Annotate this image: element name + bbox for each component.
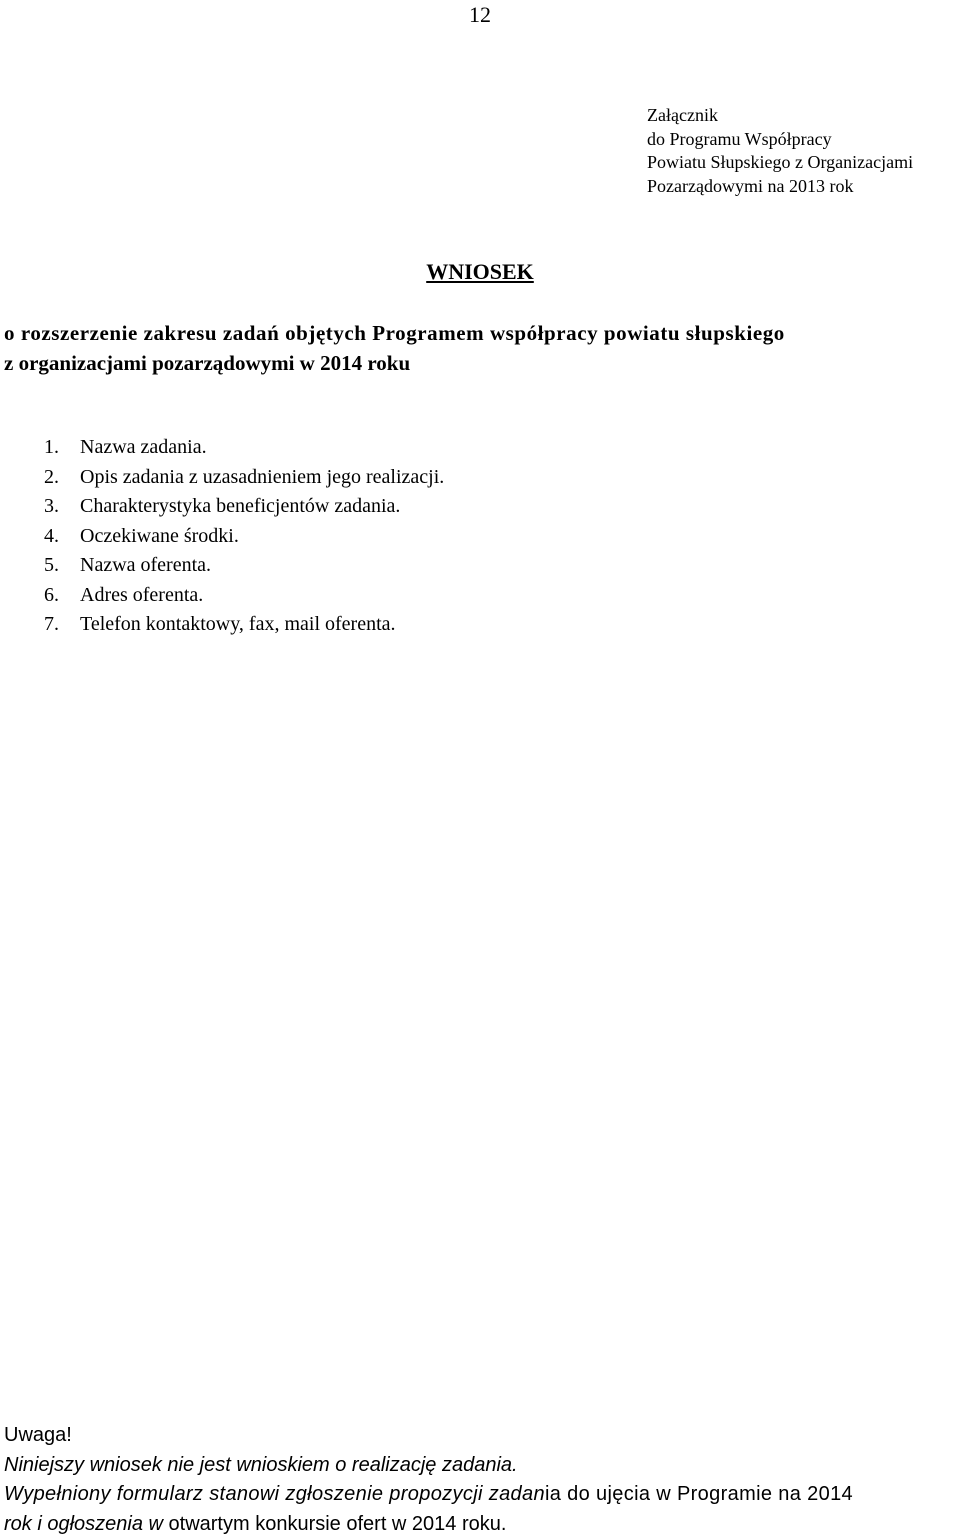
page-number: 12 xyxy=(469,2,491,27)
list-item xyxy=(44,522,444,552)
item-text: Nazwa oferenta. xyxy=(80,554,212,576)
item-text: Telefon kontaktowy, fax, mail oferenta. xyxy=(80,613,396,635)
document-subtitle xyxy=(4,318,960,378)
notice-block xyxy=(4,1421,960,1539)
list-item xyxy=(44,610,444,640)
annex-line: Załącznik xyxy=(647,105,718,125)
item-text: Oczekiwane środki. xyxy=(80,524,239,547)
notice-heading: Uwaga! xyxy=(4,1424,72,1446)
item-number: 3. xyxy=(44,495,59,517)
list-item xyxy=(44,581,444,611)
item-text: Nazwa zadania. xyxy=(80,436,207,458)
list-item xyxy=(44,492,444,522)
item-text: Charakterystyka beneficjentów zadania. xyxy=(80,495,401,517)
document-title: WNIOSEK xyxy=(426,259,534,284)
requirements-list xyxy=(44,433,444,640)
item-number: 6. xyxy=(44,583,59,606)
item-number: 4. xyxy=(44,524,59,547)
annex-line: do Programu Współpracy xyxy=(647,128,832,149)
list-item xyxy=(44,433,444,463)
notice-regular-text: ia do ujęcia w Programie na 2014 xyxy=(544,1483,854,1506)
subtitle-line: z organizacjami pozarządowymi w 2014 roku xyxy=(4,351,411,375)
item-number: 5. xyxy=(44,554,59,576)
notice-italic-text: Wypełniony formularz stanowi zgłoszenie propozycji zadan xyxy=(4,1483,545,1506)
notice-regular-text: otwartym konkursie ofert w 2014 roku. xyxy=(162,1512,507,1535)
annex-line: Pozarządowymi na 2013 rok xyxy=(647,175,854,196)
notice-line xyxy=(4,1510,960,1539)
item-text: Adres oferenta. xyxy=(80,583,204,606)
list-item xyxy=(44,551,444,581)
item-text: Opis zadania z uzasadnieniem jego realizacji. xyxy=(80,465,445,488)
item-number: 1. xyxy=(44,436,59,458)
list-item xyxy=(44,463,444,493)
notice-line: Niniejszy wniosek nie jest wnioskiem o realizację zadania. xyxy=(4,1453,518,1476)
annex-note xyxy=(647,104,913,198)
notice-italic-text: rok i ogłoszenia w xyxy=(4,1512,163,1535)
item-number: 2. xyxy=(44,465,59,488)
item-number: 7. xyxy=(44,613,59,635)
notice-line xyxy=(4,1480,960,1510)
annex-line: Powiatu Słupskiego z Organizacjami xyxy=(647,152,914,172)
subtitle-line: o rozszerzenie zakresu zadań objętych Programem współpracy powiatu słupskiego xyxy=(4,321,785,345)
